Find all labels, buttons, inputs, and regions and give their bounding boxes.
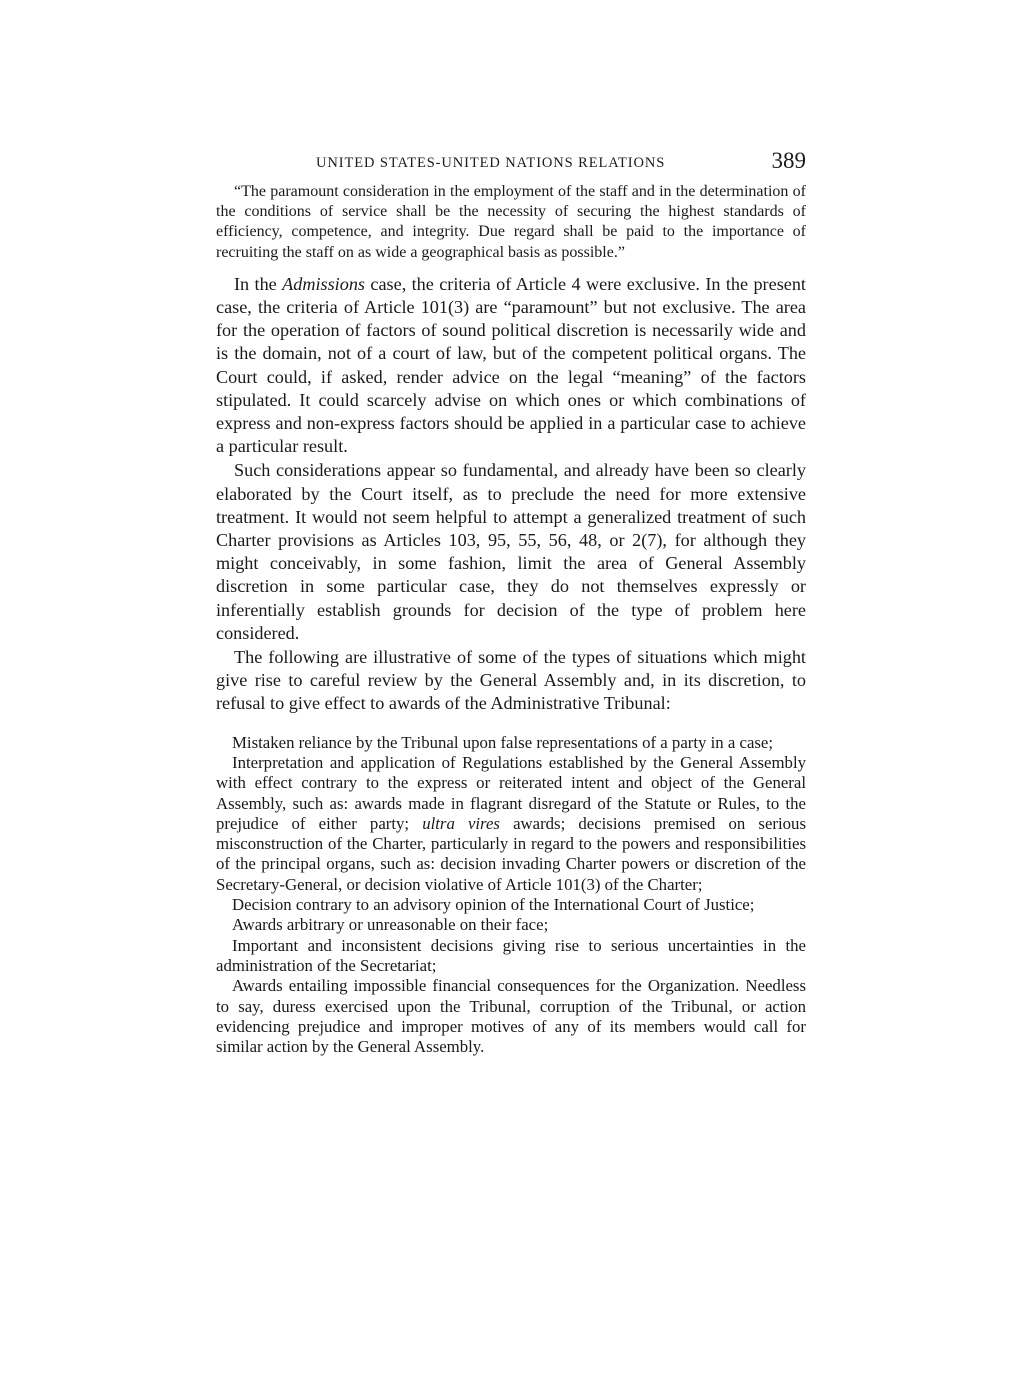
paragraph-illustrative: The following are illustrative of some of the types of situations which might give rise to careful review by the General Assembly and, in its discretion, to refusal to give effect to awards of the Administrative Tribunal:: [216, 647, 806, 714]
document-page: [216, 148, 806, 1057]
case-name-italic: Admissions: [282, 273, 366, 294]
list-item: Important and inconsistent decisions giving rise to serious uncertainties in the administration of the Secretariat;: [216, 935, 806, 975]
list-item: [216, 753, 806, 895]
list-item: Mistaken reliance by the Tribunal upon false representations of a party in a case;: [232, 732, 774, 752]
list-item: Awards arbitrary or unreasonable on their face;: [232, 915, 549, 935]
ultra-vires-italic: ultra vires: [422, 813, 500, 833]
list-item: Awards entailing impossible financial consequences for the Organization. Needless to say, duress exercised upon the Tribunal, corruption of the Tribunal, or action evidencing prejudice and improper motives of any of its members would call for similar action by the General Assembly.: [216, 976, 806, 1057]
paragraph-admissions-prefix: In the: [234, 273, 283, 294]
paragraph-admissions-rest: case, the criteria of Article 4 were exclusive. In the present case, the criteria of Article 101(3) are “paramount” but not exclusive. The area for the operation of factors of sound political discretion is necessarily wide and is the domain, not of a court of law, but of the competent political organs. The Court could, if asked, render advice on the legal “meaning” of the factors stipulated. It could scarcely advise on which ones or which combinations of express and non-express factors should be applied in a particular case to achieve a particular result.: [216, 273, 806, 457]
list-item-text: awards; decisions premised on serious misconstruction of the Charter, particularly in regard to the powers and responsibilities of the principal organs, such as: decision invading Charter powers or discretion of the Secretary-General, or decision violative of Article 101(3) of the Charter;: [216, 813, 806, 894]
running-header: [216, 148, 806, 182]
situations-list: [216, 733, 806, 1058]
paragraph-admissions: [216, 273, 806, 459]
paragraph-considerations: Such considerations appear so fundamental, and already have been so clearly elaborated by the Court itself, as to preclude the need for more extensive treatment. It would not seem helpful to attempt a generalized treatment of such Charter provisions as Articles 103, 95, 55, 56, 48, or 2(7), for although they might conceivably, in some fashion, limit the area of General Assembly discretion in some particular case, they do not themselves expressly or inferentially establish grounds for decision of the type of problem here considered.: [216, 460, 806, 643]
page-number: 389: [771, 148, 806, 173]
running-title: UNITED STATES-UNITED NATIONS RELATIONS: [316, 155, 666, 171]
list-item-text: Interpretation and application of Regulations established by the General Assembly with effect contrary to the express or reiterated intent and object of the General Assembly, such as: awards made in flagrant disregard of the Statute or Rules, to the prejudice of either party;: [216, 752, 806, 833]
block-quote: “The paramount consideration in the employment of the staff and in the determination of the conditions of service shall be the necessity of securing the highest standards of efficiency, competence, and integrity. Due regard shall be paid to the importance of recruiting the staff on as wide a geographical basis as possible.”: [216, 183, 806, 261]
list-item: Decision contrary to an advisory opinion of the International Court of Justice;: [232, 895, 755, 915]
